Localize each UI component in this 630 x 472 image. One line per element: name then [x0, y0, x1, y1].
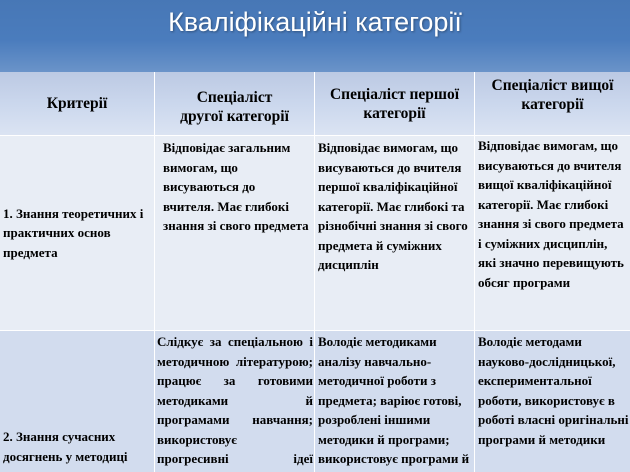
row-2-criterion-cell [0, 331, 154, 472]
header-first-category-label: Спеціаліст першої категорії [329, 85, 460, 122]
title-bar [0, 0, 630, 72]
row-1-first-category-text: Відповідає вимогам, що висуваються до вчителя першої кваліфікаційної категорії. Має глибокі та різнобічні знання зі свого предмета й суміжних дисциплін [318, 140, 468, 272]
row-1-highest-category-cell [475, 136, 630, 330]
row-1-first-category-cell [315, 136, 474, 330]
row-2-second-category-cell [155, 331, 314, 472]
row-2-highest-category-cell [475, 331, 630, 472]
header-cell-second-category [155, 72, 314, 135]
page-title: Кваліфікаційні категорії [168, 7, 462, 37]
row-2-first-category-text: Володіє методиками аналізу навчально- методичної роботи з предмета; варіює готові, розроблені іншими методики й програми; використовує програми й [318, 334, 470, 466]
header-second-category-label: Спеціаліст другої категорії [180, 88, 289, 125]
header-cell-criteria [0, 72, 154, 135]
row-1-highest-category-text: Відповідає вимогам, що висуваються до вчителя вищої кваліфікаційної категорії. Має глибокі знання зі свого предмета і суміжних дисциплін, які значно перевищують обсяг програми [478, 138, 624, 290]
row-1-criterion-cell [0, 136, 154, 330]
row-1-second-category-cell [155, 136, 314, 330]
header-cell-highest-category [475, 72, 630, 135]
qualification-table [0, 72, 630, 472]
row-1-criterion-text: 1. Знання теоретичних і практичних основ предмета [3, 205, 144, 260]
row-2-first-category-cell [315, 331, 474, 472]
row-2-highest-category-text: Володіє методами науково-дослідницької, експериментальної роботи, використовує в роботі власні оригінальні програми й методики [478, 334, 629, 447]
header-highest-category-label: Спеціаліст вищої категорії [491, 76, 614, 113]
header-criteria-label: Критерії [46, 95, 108, 112]
row-2-second-category-text: Слідкує за спеціальною і методичною літературою; працює за готовими методиками й програмами навчання; використовує прогресивні ідеї [157, 334, 313, 466]
header-cell-first-category [315, 72, 474, 135]
row-1-second-category-text: Відповідає загальним вимогам, що висуваються до вчителя. Має глибокі знання зі свого предмета [163, 140, 309, 233]
row-2-criterion-text: 2. Знання сучасних досягнень у методиці [3, 429, 128, 464]
